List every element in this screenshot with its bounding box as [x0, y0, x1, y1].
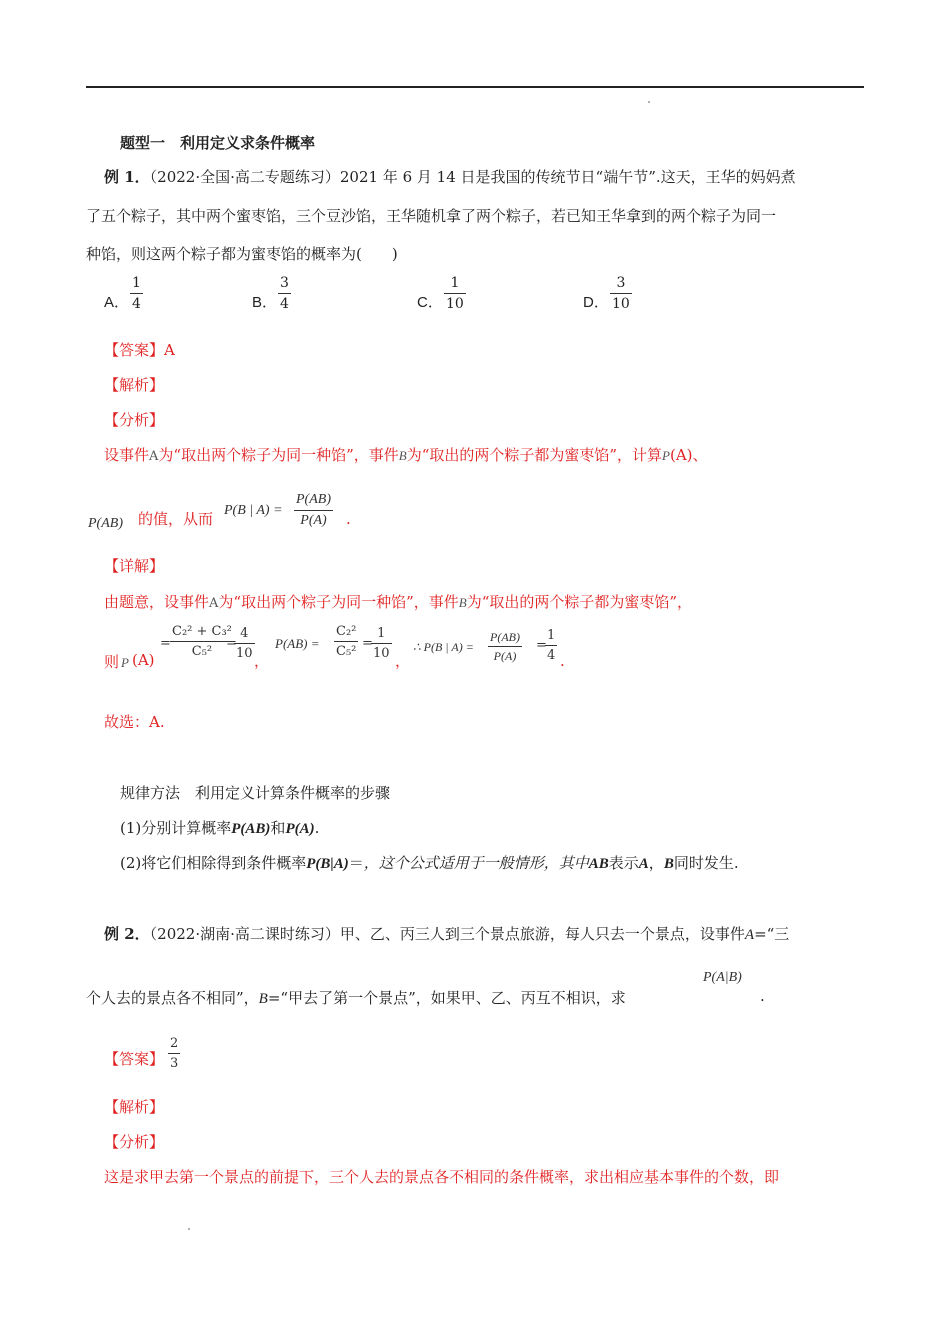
example-2-fenxi-label: 【分析】: [104, 1133, 165, 1151]
fenxi-period: .: [346, 510, 351, 528]
detail-fraction-6: 1 4: [547, 628, 556, 663]
example-1-detail-line-1: 由题意，设事件A为“取出两个粽子为同一种馅”，事件B为“取出的两个粽子都为蜜枣馅”，: [104, 593, 693, 611]
example-2-formula: P(A|B): [703, 970, 742, 985]
detail-fraction-2: 4 10: [236, 626, 253, 661]
detail-eq-2: =: [362, 636, 373, 651]
example-2-answer-label: 【答案】: [104, 1050, 165, 1068]
detail-eq-3: =: [536, 638, 547, 653]
detail-eq-1: =: [226, 636, 237, 651]
example-1-line-2: 了五个粽子，其中两个蜜枣馅，三个豆沙馅，王华随机拿了两个粽子，若已知王华拿到的两个粽子为同一: [86, 207, 777, 225]
example-2-jiexi: 【解析】: [104, 1098, 165, 1116]
method-step-1: (1)分别计算概率P(AB)和P(A).: [120, 819, 320, 837]
option-c-letter: C．: [417, 294, 443, 311]
decorative-dot: [648, 101, 650, 103]
option-d-letter: D．: [583, 294, 609, 311]
detail-eq-0: =: [160, 636, 171, 651]
example-2-answer-fraction: 2 3: [170, 1036, 179, 1071]
method-title: 规律方法 利用定义计算条件概率的步骤: [120, 784, 391, 802]
detail-fraction-1: C₂² + C₃² C₅²: [172, 624, 232, 659]
option-c-fraction: 1 10: [446, 275, 464, 312]
fenxi-pba: P(B | A) =: [224, 503, 283, 518]
option-a-letter: A．: [104, 294, 130, 311]
detail-a: (A): [132, 651, 155, 669]
detail-p: P: [121, 655, 129, 670]
detail-comma-2: ，: [395, 652, 411, 670]
fenxi-fraction: P(AB) P(A): [296, 492, 331, 528]
option-b-fraction: 3 4: [280, 275, 289, 312]
example-2-line-2: 个人去的景点各不相同”，B=“甲去了第一个景点”，如果甲、乙、丙互不相识，求: [86, 989, 626, 1007]
example-2-line-1: 例 2．（2022·湖南·高二课时练习）甲、乙、丙三人到三个景点旅游，每人只去一个景点，设事件A=“三: [104, 925, 790, 943]
detail-fraction-3: C₂² C₅²: [336, 624, 357, 659]
example-1-answer: 【答案】A: [104, 341, 175, 359]
fenxi-pab: P(AB): [88, 516, 123, 531]
detail-fraction-5: P(AB) P(A): [490, 630, 520, 663]
detail-comma-1: ，: [254, 652, 270, 670]
detail-end: .: [560, 652, 565, 670]
example-1-fenxi-label: 【分析】: [104, 411, 165, 429]
detail-pab: P(AB) =: [275, 636, 320, 651]
option-a-fraction: 1 4: [132, 275, 141, 312]
header-rule: [86, 86, 864, 88]
example-1-detail-label: 【详解】: [104, 557, 165, 575]
example-1-jiexi: 【解析】: [104, 376, 165, 394]
example-1-label: 例 1．: [104, 168, 150, 186]
fenxi-text-value: 的值，从而: [138, 510, 214, 528]
method-step-2: (2)将它们相除得到条件概率P(B|A)＝，这个公式适用于一般情形，其中AB表示A，B同时发生.: [120, 854, 739, 872]
example-1-choose: 故选：A.: [104, 713, 165, 731]
option-d-fraction: 3 10: [612, 275, 630, 312]
example-2-fenxi-text: 这是求甲去第一个景点的前提下，三个人去的景点各不相同的条件概率，求出相应基本事件的个数，即: [104, 1168, 780, 1186]
section-title: 题型一 利用定义求条件概率: [120, 134, 316, 152]
example-1-line-1: 例 1．（2022·全国·高二专题练习）2021 年 6 月 14 日是我国的传统节日“端午节”.这天，王华的妈妈煮: [104, 168, 796, 186]
example-2-label: 例 2．: [104, 925, 150, 943]
example-2-period: .: [760, 987, 765, 1005]
detail-ze: 则: [104, 653, 120, 671]
example-1-line-3: 种馅，则这两个粽子都为蜜枣馅的概率为( ): [86, 245, 398, 263]
decorative-dot-bottom: [188, 1228, 190, 1230]
example-1-fenxi-line-1: 设事件A为“取出两个粽子为同一种馅”，事件B为“取出的两个粽子都为蜜枣馅”，计算P(A)、: [104, 446, 708, 464]
detail-fraction-4: 1 10: [373, 626, 390, 661]
option-b-letter: B．: [252, 294, 278, 311]
detail-therefore: ∴ P(B | A) =: [413, 640, 474, 654]
